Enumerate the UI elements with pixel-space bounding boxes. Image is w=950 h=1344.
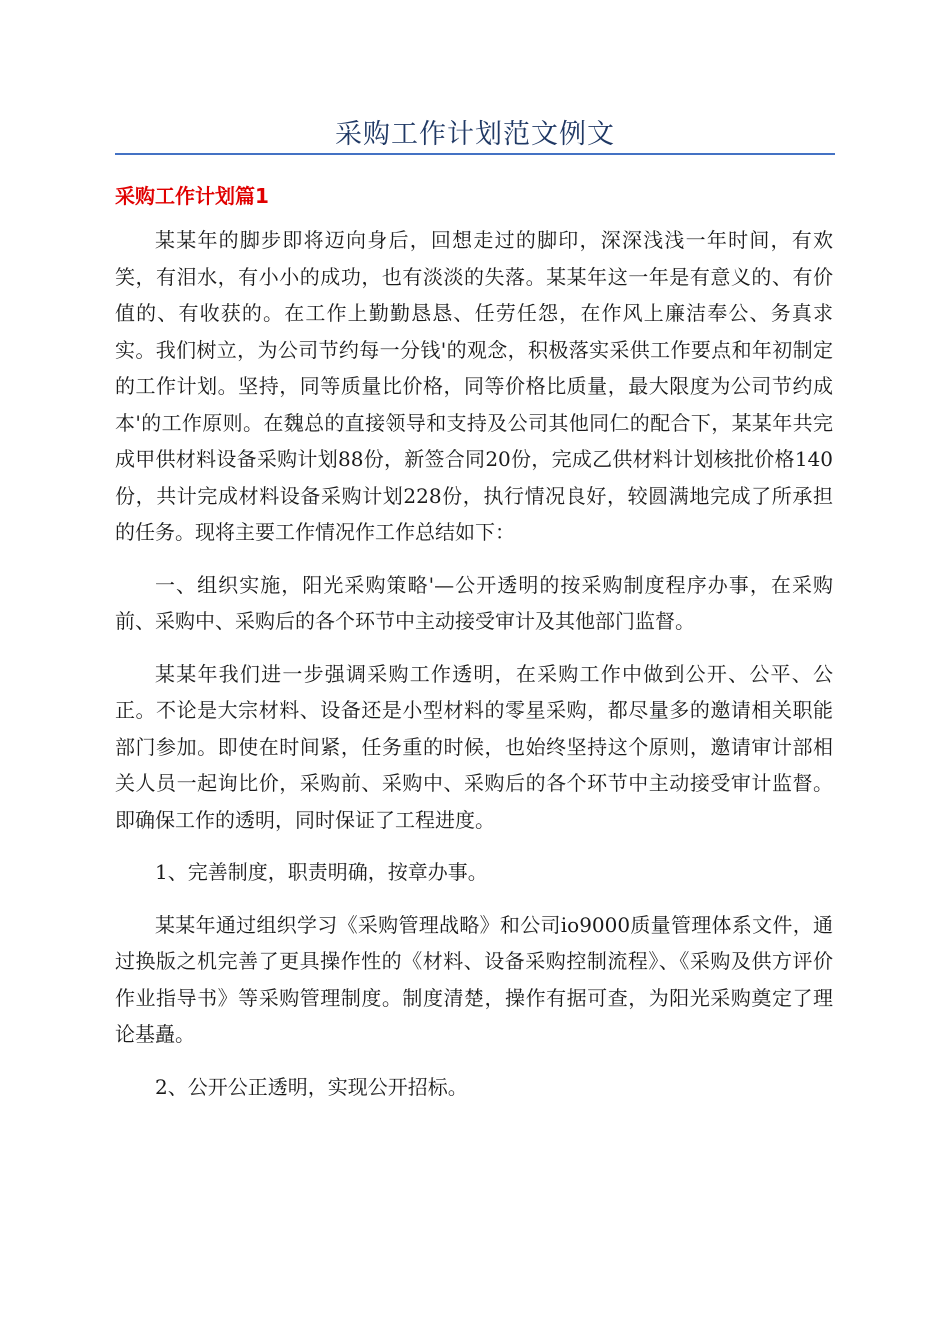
document-body xyxy=(115,222,833,1121)
paragraph-item-2: 2、公开公正透明，实现公开招标。 xyxy=(155,1074,468,1099)
paragraph-item-1: 1、完善制度，职责明确，按章办事。 xyxy=(155,860,488,884)
paragraph-system: 某某年通过组织学习《采购管理战略》和公司io9000质量管理体系文件，通过换版之机完善了更具操作性的《材料、设备采购控制流程》、《采购及供方评价作业指导书》等采购管理制度。制度清楚，操作有据可查，为阳光采购奠定了理论基矗。 xyxy=(115,912,833,1046)
paragraph-intro: 某某年的脚步即将迈向身后，回想走过的脚印，深深浅浅一年时间，有欢笑，有泪水，有小小的成功，也有淡淡的失落。某某年这一年是有意义的、有价值的、有收获的。在工作上勤勤恳恳、任劳任怨，在作风上廉洁奉公、务真求实。我们树立，为公司节约每一分钱'的观念，积极落实采供工作要点和年初制定的工作计划。坚持，同等质量比价格，同等价格比质量，最大限度为公司节约成本'的工作原则。在魏总的直接领导和支持及公司其他同仁的配合下，某某年共完成甲供材料设备采购计划88份，新签合同20份，完成乙供材料计划核批价格140份，共计完成材料设备采购计划228份，执行情况良好，较圆满地完成了所承担的任务。现将主要工作情况作工作总结如下： xyxy=(115,228,833,544)
section-heading: 采购工作计划篇1 xyxy=(115,184,269,208)
paragraph-transparency: 某某年我们进一步强调采购工作透明，在采购工作中做到公开、公平、公正。不论是大宗材料、设备还是小型材料的零星采购，都尽量多的邀请相关职能部门参加。即使在时间紧，任务重的时候，也始终坚持这个原则，邀请审计部相关人员一起询比价，采购前、采购中、采购后的各个环节中主动接受审计监督。即确保工作的透明，同时保证了工程进度。 xyxy=(115,661,833,832)
document-title: 采购工作计划范文例文 xyxy=(335,119,615,150)
title-underline xyxy=(115,153,835,155)
paragraph-strategy: 一、组织实施，阳光采购策略'—公开透明的按采购制度程序办事，在采购前、采购中、采购后的各个环节中主动接受审计及其他部门监督。 xyxy=(115,572,833,633)
